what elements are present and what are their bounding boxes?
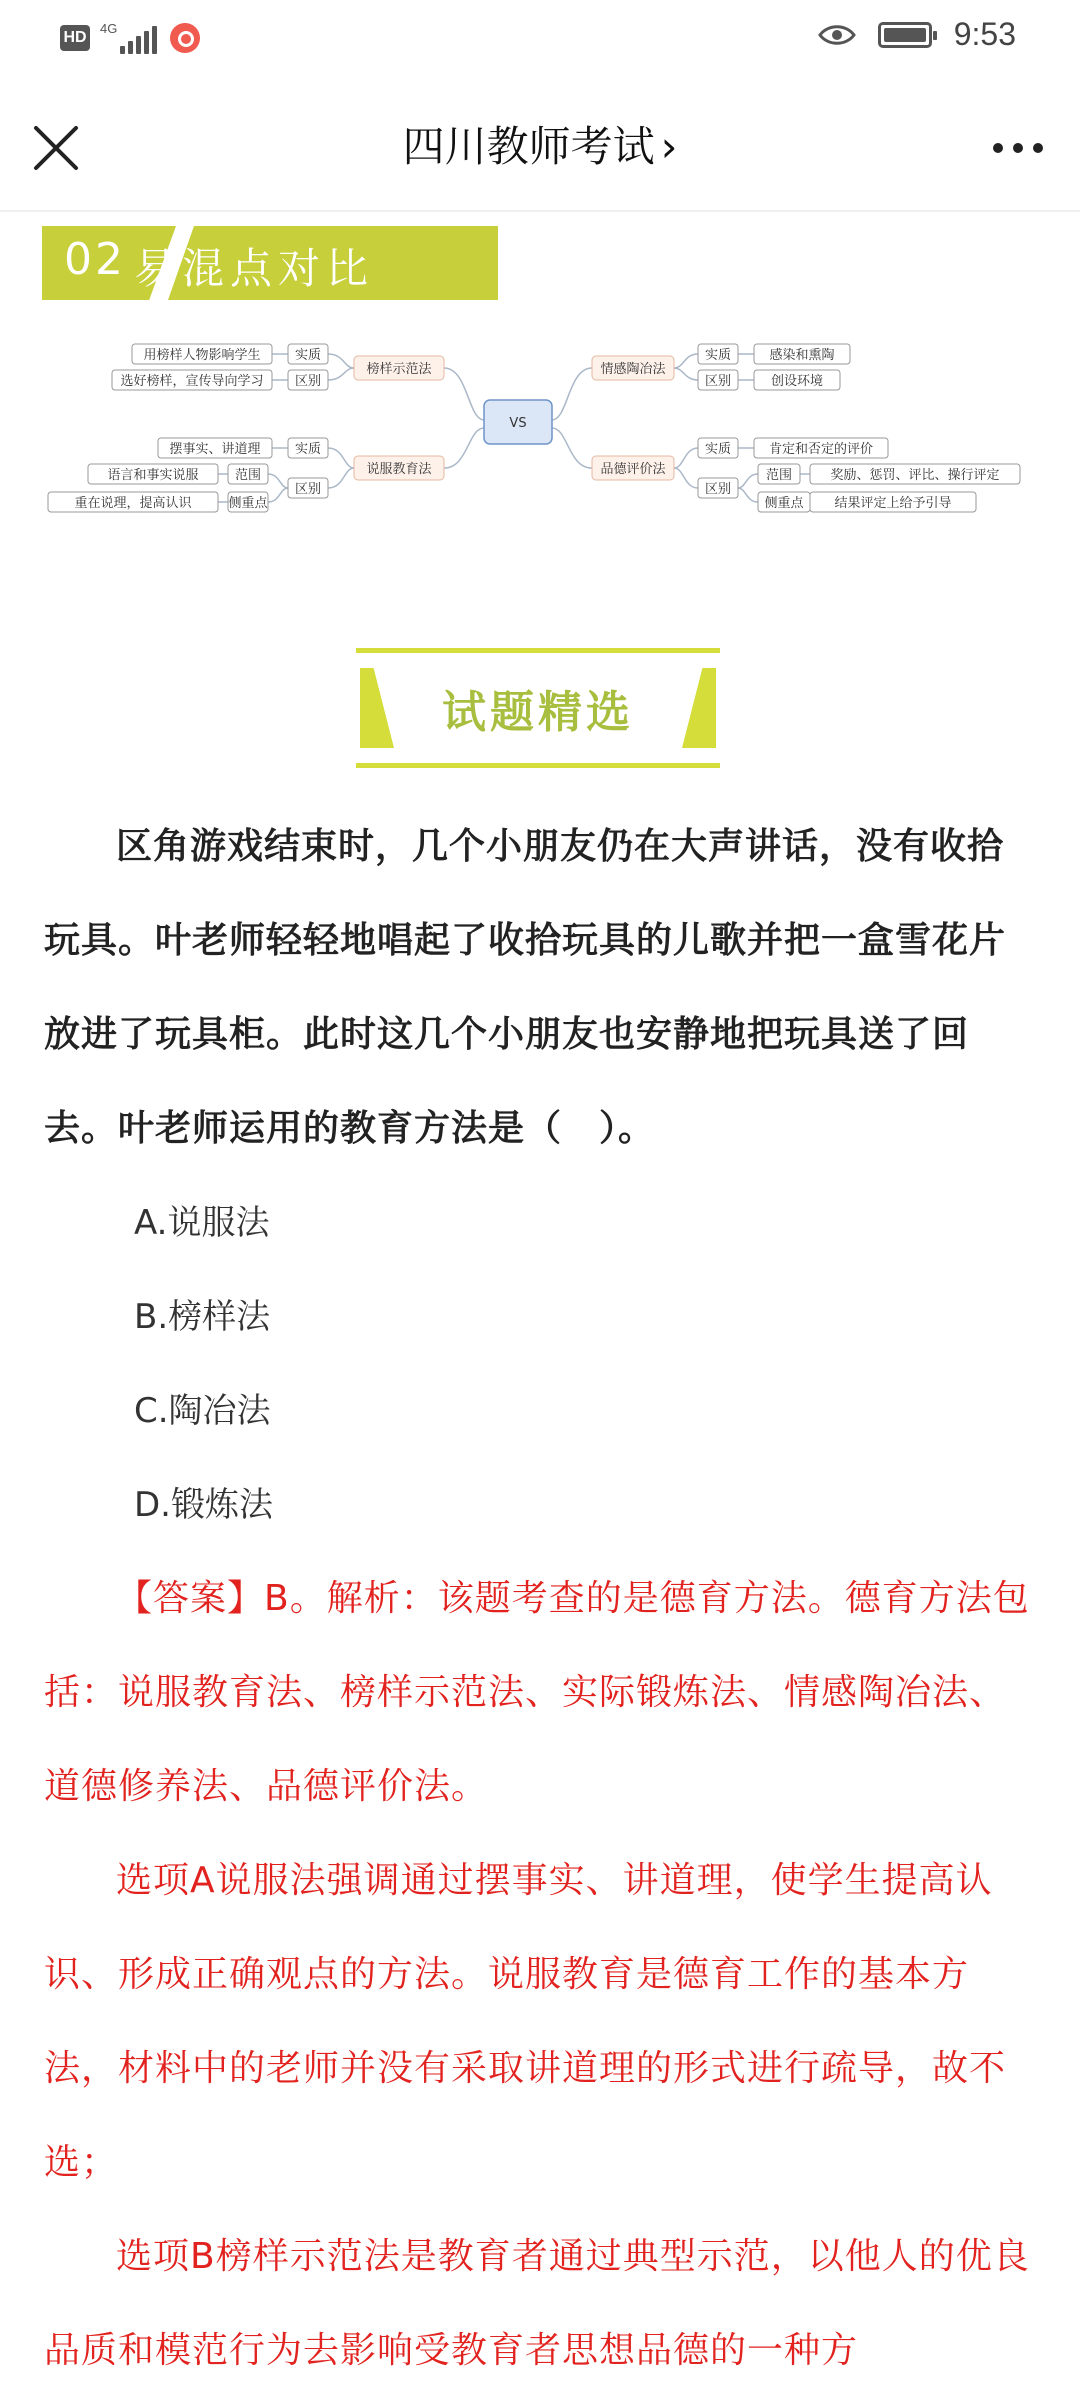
- mindmap-value: 摆事实、讲道理: [169, 442, 261, 457]
- more-icon[interactable]: [986, 124, 1050, 172]
- mindmap-method: 说服教育法: [366, 462, 432, 477]
- analysis-option-b: 选项B榜样示范法是教育者通过典型示范，以他人的优良品质和模范行为去影响受教育者思想品德的一种方: [44, 2236, 1030, 2371]
- banner-label: 试题精选: [442, 687, 634, 738]
- mindmap-key: 区别: [704, 374, 732, 389]
- mindmap-value: 用榜样人物影响学生: [143, 348, 261, 363]
- mindmap-key: 侧重点: [764, 496, 804, 511]
- mindmap-method: 榜样示范法: [366, 362, 432, 377]
- account-title-link[interactable]: [0, 114, 1080, 174]
- section-header: [42, 226, 498, 300]
- nav-bar: [0, 84, 1080, 212]
- option-b: B.榜样法: [134, 1297, 271, 1337]
- eye-icon: [818, 22, 856, 48]
- option-c: C.陶冶法: [134, 1391, 271, 1431]
- battery-icon: [878, 22, 932, 48]
- mindmap-key: 范围: [765, 468, 793, 483]
- analysis-option-a: 选项A说服法强调通过摆事实、讲道理，使学生提高认识、形成正确观点的方法。说服教育是德育工作的基本方法，材料中的老师并没有采取讲道理的形式进行疏导，故不选；: [44, 1860, 1007, 2183]
- section-number: 02: [64, 234, 126, 285]
- mindmap-value: 结果评定上给予引导: [834, 496, 952, 511]
- signal-icon: [100, 22, 160, 54]
- chevron-right-icon: ›: [660, 122, 678, 171]
- hd-icon: HD: [60, 25, 90, 51]
- answer-paragraph: 【答案】B。解析：该题考查的是德育方法。德育方法包括：说服教育法、榜样示范法、实际锻炼法、情感陶冶法、道德修养法、品德评价法。: [44, 1578, 1030, 1807]
- mindmap-key: 范围: [234, 468, 262, 483]
- question-text: 区角游戏结束时，几个小朋友仍在大声讲话，没有收拾玩具。叶老师轻轻地唱起了收拾玩具的儿歌并把一盒雪花片放进了玩具柜。此时这几个小朋友也安静地把玩具送了回去。叶老师运用的教育方法是（ ）。: [44, 826, 1007, 1149]
- options-list: [44, 1176, 1040, 1552]
- mindmap-key: 实质: [704, 442, 732, 457]
- app-notification-icon: [170, 23, 200, 53]
- page-title: 四川教师考试: [402, 122, 655, 171]
- mindmap-method: 品德评价法: [600, 462, 666, 477]
- mindmap-value: 创设环境: [770, 374, 824, 389]
- article-content: [44, 800, 1040, 2398]
- status-left: [60, 22, 200, 54]
- mindmap-key: 实质: [294, 442, 322, 457]
- comparison-mindmap: [48, 328, 1028, 528]
- banner-line-top: [356, 648, 720, 653]
- mindmap-center: VS: [509, 416, 527, 431]
- mindmap-method: 情感陶冶法: [600, 362, 666, 377]
- section-banner: [356, 648, 720, 768]
- mindmap-value: 选好榜样，宣传导向学习: [120, 374, 264, 389]
- mindmap-value: 奖励、惩罚、评比、操行评定: [830, 468, 1000, 483]
- banner-line-bottom: [356, 763, 720, 768]
- mindmap-value: 语言和事实说服: [107, 468, 199, 483]
- mindmap-key: 实质: [704, 348, 732, 363]
- network-type: 4G: [100, 21, 118, 36]
- mindmap-key: 侧重点: [228, 496, 268, 511]
- section-title: 易混点对比: [134, 244, 375, 293]
- option-a: A.说服法: [134, 1203, 270, 1243]
- option-d: D.锻炼法: [134, 1485, 273, 1525]
- mindmap-value: 重在说理，提高认识: [74, 496, 192, 511]
- status-right: [818, 16, 1016, 53]
- status-bar: [0, 0, 1080, 84]
- mindmap-value: 感染和熏陶: [769, 348, 835, 363]
- mindmap-value: 肯定和否定的评价: [768, 442, 874, 457]
- mindmap-key: 实质: [294, 348, 322, 363]
- mindmap-group: 区别: [294, 482, 322, 497]
- mindmap-group: 区别: [704, 482, 732, 497]
- clock: 9:53: [953, 16, 1016, 52]
- mindmap-key: 区别: [294, 374, 322, 389]
